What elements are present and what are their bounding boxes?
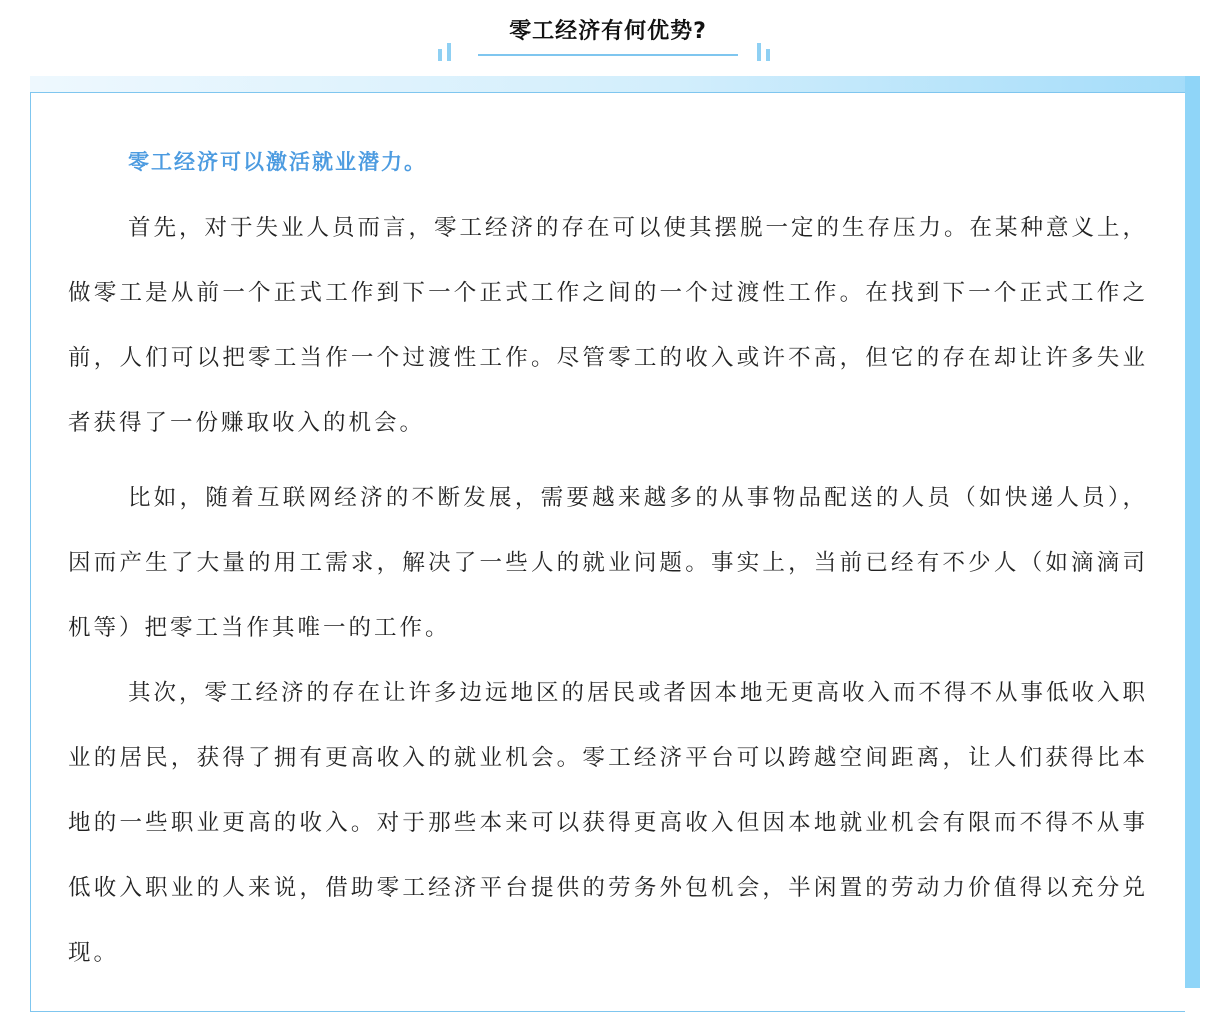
- title-decoration-right: [757, 35, 770, 61]
- deco-bar: [447, 43, 451, 61]
- header: [0, 0, 1228, 70]
- title-decoration-left: [438, 35, 451, 61]
- section-subheading: 零工经济可以激活就业潜力。: [128, 150, 427, 174]
- frame-top-band: [30, 76, 1200, 92]
- deco-bar: [757, 43, 761, 61]
- frame-right-band: [1185, 76, 1200, 988]
- paragraph-3: 其次，零工经济的存在让许多边远地区的居民或者因本地无更高收入而不得不从事低收入职业的居民，获得了拥有更高收入的就业机会。零工经济平台可以跨越空间距离，让人们获得比本地的一些职业更高的收入。对于那些本来可以获得更高收入但因本地就业机会有限而不得不从事低收入职业的人来说，借助零工经济平台提供的劳务外包机会，半闲置的劳动力价值得以充分兑现。: [68, 680, 1149, 966]
- deco-bar: [766, 49, 770, 61]
- deco-bar: [438, 49, 442, 61]
- page-title: 零工经济有何优势?: [478, 12, 738, 56]
- paragraph-2: 比如，随着互联网经济的不断发展，需要越来越多的从事物品配送的人员（如快递人员），因而产生了大量的用工需求，解决了一些人的就业问题。事实上，当前已经有不少人（如滴滴司机等）把零工当作其唯一的工作。: [68, 485, 1148, 641]
- paragraph-1: 首先，对于失业人员而言，零工经济的存在可以使其摆脱一定的生存压力。在某种意义上，做零工是从前一个正式工作到下一个正式工作之间的一个过渡性工作。在找到下一个正式工作之前，人们可以把零工当作一个过渡性工作。尽管零工的收入或许不高，但它的存在却让许多失业者获得了一份赚取收入的机会。: [68, 215, 1149, 436]
